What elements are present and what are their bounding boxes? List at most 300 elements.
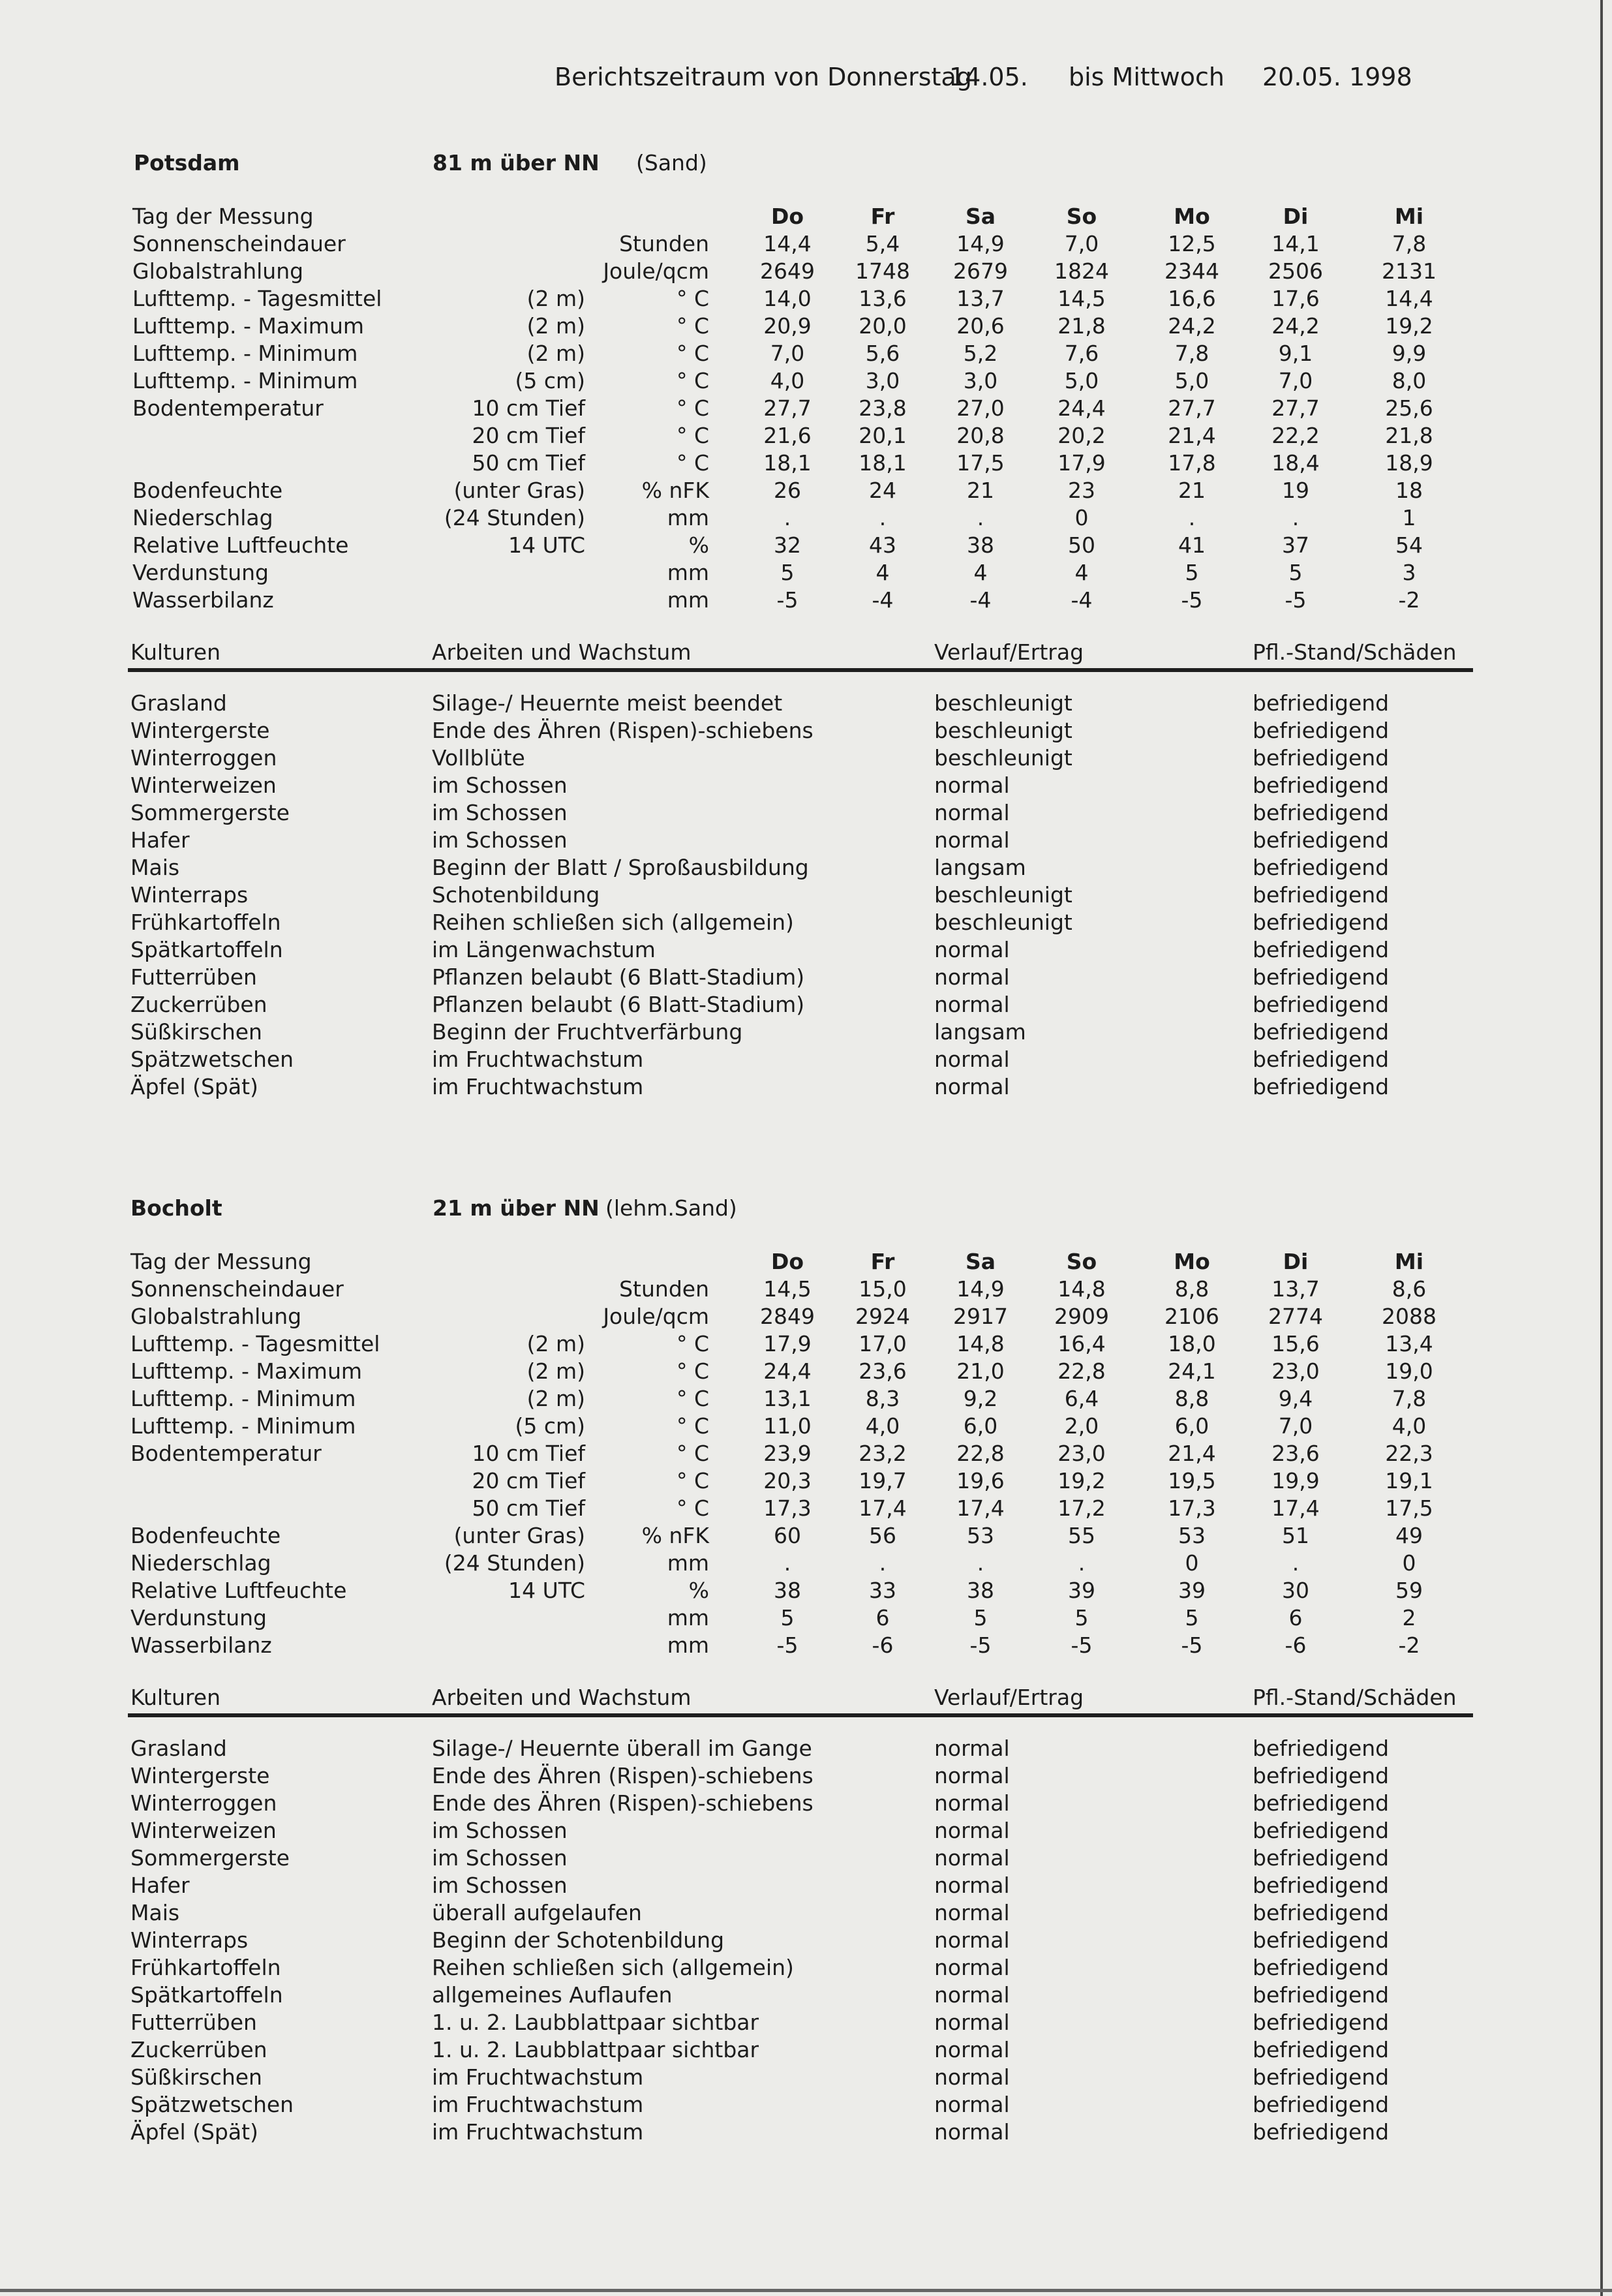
measure-value: 7,0 (1064, 231, 1099, 256)
measure-label: Lufttemp. - Minimum (132, 341, 358, 366)
measure-value: 5 (1185, 560, 1199, 585)
crop-verlauf: langsam (934, 855, 1026, 880)
station-soil: (lehm.Sand) (605, 1195, 737, 1221)
measure-label: Niederschlag (132, 505, 273, 530)
measure-value: 27,7 (1271, 395, 1320, 421)
measure-value: 14,4 (763, 231, 812, 256)
station-soil: (Sand) (636, 150, 707, 176)
measure-value: 6 (1288, 1605, 1303, 1630)
measure-value: 5,0 (1064, 368, 1099, 393)
measure-value: 6,0 (963, 1413, 998, 1439)
crop-verlauf: beschleunigt (934, 690, 1072, 716)
crop-work: Reihen schließen sich (allgemein) (432, 910, 794, 935)
measure-value: 23,6 (1271, 1441, 1320, 1466)
measure-value: 4 (875, 560, 890, 585)
measure-value: 17,9 (763, 1331, 812, 1356)
weekday-header: Do (770, 1249, 804, 1274)
measure-unit: mm (667, 505, 709, 530)
measure-value: 33 (869, 1578, 896, 1603)
station-name: Bocholt (130, 1195, 222, 1221)
weekday-header: Mo (1174, 204, 1210, 229)
measure-value: 0 (1074, 505, 1089, 530)
measure-value: 1 (1402, 505, 1416, 530)
weekday-header: Di (1283, 204, 1309, 229)
measure-value: 50 (1068, 532, 1095, 558)
crop-stand: befriedigend (1253, 1019, 1390, 1045)
measure-value: 21,0 (956, 1358, 1005, 1384)
weekday-header: Fr (870, 204, 895, 229)
measure-value: 7,6 (1064, 341, 1099, 366)
measure-value: 13,4 (1385, 1331, 1433, 1356)
stand-header: Pfl.-Stand/Schäden (1253, 1685, 1457, 1710)
weekday-header: Di (1283, 1249, 1309, 1274)
measure-value: 16,4 (1057, 1331, 1106, 1356)
crop-verlauf: normal (934, 2010, 1010, 2035)
measure-qualifier: 10 cm Tief (472, 1441, 585, 1466)
measure-value: 7,0 (1278, 1413, 1313, 1439)
measure-value: 5,4 (865, 231, 900, 256)
crop-work: Beginn der Blatt / Sproßausbildung (432, 855, 809, 880)
crop-name: Winterraps (130, 882, 249, 908)
crop-name: Spätzwetschen (130, 2092, 294, 2117)
crop-stand: befriedigend (1253, 1763, 1390, 1788)
measure-value: 17,5 (1385, 1495, 1433, 1521)
crop-work: überall aufgelaufen (432, 1900, 642, 1925)
measure-value: 25,6 (1385, 395, 1433, 421)
measure-qualifier: (2 m) (526, 341, 585, 366)
crop-name: Süßkirschen (130, 1019, 262, 1045)
measure-value: 38 (967, 532, 994, 558)
crop-stand: befriedigend (1253, 1873, 1390, 1898)
measure-value: 3 (1402, 560, 1416, 585)
measure-value: . (1292, 1550, 1300, 1576)
measure-value: 24,1 (1168, 1358, 1216, 1384)
measure-value: 20,6 (956, 313, 1005, 339)
measure-value: 5 (1288, 560, 1303, 585)
measure-value: . (1188, 505, 1196, 530)
weekday-header: Mi (1394, 204, 1424, 229)
measure-unit: mm (667, 1632, 709, 1658)
measure-value: 56 (869, 1523, 896, 1548)
measure-value: -4 (969, 587, 992, 613)
measure-label: Wasserbilanz (132, 587, 274, 613)
weekday-header: So (1066, 1249, 1097, 1274)
measure-value: 2917 (953, 1304, 1008, 1329)
measure-value: 17,9 (1057, 450, 1106, 476)
crop-stand: befriedigend (1253, 718, 1390, 743)
measure-value: 19 (1282, 478, 1309, 503)
crop-stand: befriedigend (1253, 855, 1390, 880)
measure-value: 1824 (1054, 258, 1109, 284)
measure-unit: Joule/qcm (603, 258, 709, 284)
weekday-header: Sa (965, 1249, 996, 1274)
crop-stand: befriedigend (1253, 2010, 1390, 2035)
crop-work: im Fruchtwachstum (432, 1074, 644, 1099)
measure-value: 39 (1178, 1578, 1206, 1603)
crop-verlauf: normal (934, 992, 1010, 1017)
measure-value: 17,0 (859, 1331, 907, 1356)
measure-label: Globalstrahlung (132, 258, 304, 284)
measure-label: Lufttemp. - Tagesmittel (130, 1331, 380, 1356)
crop-work: 1. u. 2. Laubblattpaar sichtbar (432, 2010, 759, 2035)
crop-verlauf: normal (934, 1982, 1010, 2008)
measure-value: 22,2 (1271, 423, 1320, 448)
measure-unit: ° C (676, 1358, 709, 1384)
measure-value: 53 (1178, 1523, 1206, 1548)
measure-value: 19,2 (1385, 313, 1433, 339)
crop-work: im Fruchtwachstum (432, 2119, 644, 2145)
period-label: Berichtszeitraum von Donnerstag (555, 63, 972, 91)
measure-unit: mm (667, 1605, 709, 1630)
measure-value: 5 (973, 1605, 988, 1630)
measure-value: 21,4 (1168, 423, 1216, 448)
measure-value: 8,8 (1174, 1276, 1209, 1302)
measure-value: 4 (973, 560, 988, 585)
measure-unit: ° C (676, 450, 709, 476)
crop-stand: befriedigend (1253, 773, 1390, 798)
measure-value: 6 (875, 1605, 890, 1630)
measure-qualifier: 10 cm Tief (472, 395, 585, 421)
measure-value: 21 (967, 478, 994, 503)
crop-stand: befriedigend (1253, 1900, 1390, 1925)
measure-value: 13,6 (859, 286, 907, 311)
period-start-date: 14.05. (949, 63, 1028, 91)
measure-value: 5 (1074, 1605, 1089, 1630)
crop-work: allgemeines Auflaufen (432, 1982, 673, 2008)
crop-verlauf: normal (934, 2064, 1010, 2090)
measure-value: 8,6 (1391, 1276, 1427, 1302)
page-bottom-edge (0, 2289, 1612, 2292)
crop-work: im Fruchtwachstum (432, 1047, 644, 1072)
measure-value: 20,3 (763, 1468, 812, 1493)
measure-value: 20,8 (956, 423, 1005, 448)
measure-value: 4,0 (770, 368, 805, 393)
measure-label: Wasserbilanz (130, 1632, 272, 1658)
crop-stand: befriedigend (1253, 2119, 1390, 2145)
crop-name: Winterweizen (130, 1818, 277, 1843)
measure-value: -4 (1071, 587, 1093, 613)
measure-value: 23,9 (763, 1441, 812, 1466)
crop-stand: befriedigend (1253, 800, 1390, 825)
measure-value: -5 (776, 587, 798, 613)
measure-unit: ° C (676, 1441, 709, 1466)
crop-stand: befriedigend (1253, 827, 1390, 853)
measure-value: . (977, 505, 984, 530)
crop-stand: befriedigend (1253, 1790, 1390, 1816)
measure-value: 27,7 (1168, 395, 1216, 421)
measure-unit: % nFK (641, 478, 709, 503)
measure-value: 2849 (760, 1304, 815, 1329)
crop-stand: befriedigend (1253, 1927, 1390, 1953)
crop-verlauf: normal (934, 1736, 1010, 1761)
crop-name: Grasland (130, 690, 227, 716)
measure-unit: ° C (676, 1413, 709, 1439)
measure-value: 55 (1068, 1523, 1095, 1548)
arbeiten-header: Arbeiten und Wachstum (432, 1685, 692, 1710)
measure-value: 9,2 (963, 1386, 998, 1411)
measure-label: Lufttemp. - Minimum (130, 1386, 356, 1411)
crop-verlauf: beschleunigt (934, 745, 1072, 771)
crop-name: Hafer (130, 1873, 190, 1898)
measure-value: 2649 (760, 258, 815, 284)
measure-unit: ° C (676, 313, 709, 339)
measure-value: -2 (1398, 1632, 1420, 1658)
measure-unit: Stunden (619, 1276, 709, 1302)
measure-value: 13,7 (1271, 1276, 1320, 1302)
crop-name: Wintergerste (130, 1763, 270, 1788)
crop-work: im Schossen (432, 1818, 568, 1843)
crop-verlauf: normal (934, 1074, 1010, 1099)
measure-label: Bodenfeuchte (132, 478, 283, 503)
station-elevation: 81 m über NN (433, 150, 600, 176)
measure-value: 15,6 (1271, 1331, 1320, 1356)
measure-value: 41 (1178, 532, 1206, 558)
measure-value: . (879, 505, 887, 530)
measure-label: Sonnenscheindauer (132, 231, 346, 256)
measure-value: 18,0 (1168, 1331, 1216, 1356)
measure-value: 21,8 (1057, 313, 1106, 339)
measure-value: 23,8 (859, 395, 907, 421)
crop-work: 1. u. 2. Laubblattpaar sichtbar (432, 2037, 759, 2062)
measure-unit: % nFK (641, 1523, 709, 1548)
measure-value: 18,1 (859, 450, 907, 476)
measure-value: 21 (1178, 478, 1206, 503)
crop-stand: befriedigend (1253, 690, 1390, 716)
crop-stand: befriedigend (1253, 2037, 1390, 2062)
measure-value: 17,5 (956, 450, 1005, 476)
measure-value: 5,2 (963, 341, 998, 366)
measure-label: Tag der Messung (130, 1249, 312, 1274)
crop-stand: befriedigend (1253, 1955, 1390, 1980)
measure-unit: ° C (676, 286, 709, 311)
arbeiten-header: Arbeiten und Wachstum (432, 639, 692, 665)
crop-stand: befriedigend (1253, 1047, 1390, 1072)
measure-value: . (1292, 505, 1300, 530)
crop-name: Futterrüben (130, 2010, 257, 2035)
crop-verlauf: normal (934, 2037, 1010, 2062)
kulturen-divider (128, 668, 1473, 672)
measure-value: -5 (969, 1632, 992, 1658)
weekday-header: Fr (870, 1249, 895, 1274)
crop-work: im Schossen (432, 827, 568, 853)
crop-work: im Schossen (432, 1873, 568, 1898)
kulturen-header: Kulturen (130, 639, 221, 665)
measure-value: 23,0 (1057, 1441, 1106, 1466)
measure-value: . (783, 505, 791, 530)
crop-work: im Fruchtwachstum (432, 2092, 644, 2117)
measure-value: 30 (1282, 1578, 1309, 1603)
measure-value: 21,4 (1168, 1441, 1216, 1466)
measure-unit: ° C (676, 1331, 709, 1356)
measure-label: Lufttemp. - Tagesmittel (132, 286, 382, 311)
crop-work: Beginn der Fruchtverfärbung (432, 1019, 743, 1045)
crop-name: Spätzwetschen (130, 1047, 294, 1072)
measure-label: Lufttemp. - Maximum (132, 313, 365, 339)
kulturen-divider (128, 1713, 1473, 1717)
measure-value: 20,1 (859, 423, 907, 448)
measure-qualifier: (unter Gras) (453, 478, 585, 503)
crop-name: Wintergerste (130, 718, 270, 743)
period-end-label: bis Mittwoch (1069, 63, 1225, 91)
measure-qualifier: (2 m) (526, 1386, 585, 1411)
measure-qualifier: (24 Stunden) (444, 1550, 585, 1576)
crop-work: im Schossen (432, 800, 568, 825)
crop-name: Sommergerste (130, 800, 290, 825)
measure-value: 14,8 (956, 1331, 1005, 1356)
measure-value: 14,1 (1271, 231, 1320, 256)
measure-value: 2,0 (1064, 1413, 1099, 1439)
measure-unit: % (688, 1578, 709, 1603)
crop-verlauf: normal (934, 1818, 1010, 1843)
measure-value: 19,5 (1168, 1468, 1216, 1493)
measure-value: -6 (872, 1632, 894, 1658)
period-end-date: 20.05. 1998 (1262, 63, 1412, 91)
measure-value: -5 (1181, 587, 1203, 613)
weekday-header: So (1066, 204, 1097, 229)
measure-value: 14,5 (763, 1276, 812, 1302)
measure-value: 17,2 (1057, 1495, 1106, 1521)
measure-value: 0 (1185, 1550, 1199, 1576)
crop-name: Frühkartoffeln (130, 910, 281, 935)
crop-work: Ende des Ähren (Rispen)-schiebens (432, 718, 814, 743)
measure-value: 14,8 (1057, 1276, 1106, 1302)
measure-value: 12,5 (1168, 231, 1216, 256)
crop-name: Zuckerrüben (130, 992, 267, 1017)
crop-verlauf: normal (934, 1790, 1010, 1816)
measure-value: 19,0 (1385, 1358, 1433, 1384)
measure-value: 22,8 (1057, 1358, 1106, 1384)
measure-qualifier: (unter Gras) (453, 1523, 585, 1548)
crop-name: Mais (130, 1900, 180, 1925)
crop-name: Winterroggen (130, 1790, 277, 1816)
crop-stand: befriedigend (1253, 882, 1390, 908)
measure-value: 32 (774, 532, 801, 558)
crop-verlauf: normal (934, 1763, 1010, 1788)
measure-value: 24,4 (1057, 395, 1106, 421)
crop-verlauf: normal (934, 1955, 1010, 1980)
measure-value: 7,8 (1391, 1386, 1427, 1411)
measure-label: Bodentemperatur (130, 1441, 322, 1466)
crop-name: Sommergerste (130, 1845, 290, 1871)
measure-value: 2924 (855, 1304, 910, 1329)
crop-name: Spätkartoffeln (130, 1982, 283, 2008)
measure-value: 2774 (1268, 1304, 1323, 1329)
crop-name: Mais (130, 855, 180, 880)
measure-unit: ° C (676, 341, 709, 366)
crop-verlauf: normal (934, 1845, 1010, 1871)
station-name: Potsdam (134, 150, 240, 176)
crop-stand: befriedigend (1253, 1982, 1390, 2008)
measure-value: 23,2 (859, 1441, 907, 1466)
measure-label: Lufttemp. - Minimum (132, 368, 358, 393)
measure-unit: ° C (676, 1495, 709, 1521)
measure-value: 51 (1282, 1523, 1309, 1548)
measure-value: 53 (967, 1523, 994, 1548)
crop-name: Äpfel (Spät) (130, 2119, 258, 2145)
measure-value: 4,0 (865, 1413, 900, 1439)
measure-value: 38 (774, 1578, 801, 1603)
measure-value: 9,4 (1278, 1386, 1313, 1411)
measure-value: 14,0 (763, 286, 812, 311)
crop-work: Pflanzen belaubt (6 Blatt-Stadium) (432, 992, 805, 1017)
crop-work: Ende des Ähren (Rispen)-schiebens (432, 1790, 814, 1816)
weekday-header: Sa (965, 204, 996, 229)
station-elevation: 21 m über NN (433, 1195, 600, 1221)
measure-value: 5,0 (1174, 368, 1209, 393)
measure-value: 59 (1395, 1578, 1423, 1603)
measure-value: 20,9 (763, 313, 812, 339)
measure-value: 24,4 (763, 1358, 812, 1384)
measure-value: 49 (1395, 1523, 1423, 1548)
measure-value: . (977, 1550, 984, 1576)
measure-label: Bodenfeuchte (130, 1523, 281, 1548)
measure-value: 2344 (1164, 258, 1219, 284)
measure-unit: ° C (676, 1468, 709, 1493)
measure-value: 18,4 (1271, 450, 1320, 476)
measure-value: . (783, 1550, 791, 1576)
crop-stand: befriedigend (1253, 2092, 1390, 2117)
measure-value: 54 (1395, 532, 1423, 558)
measure-value: 19,9 (1271, 1468, 1320, 1493)
crop-work: Vollblüte (432, 745, 525, 771)
measure-value: 1748 (855, 258, 910, 284)
measure-label: Relative Luftfeuchte (130, 1578, 347, 1603)
crop-name: Winterweizen (130, 773, 277, 798)
crop-work: im Längenwachstum (432, 937, 656, 962)
measure-qualifier: (2 m) (526, 1358, 585, 1384)
measure-value: 2506 (1268, 258, 1323, 284)
measure-qualifier: (2 m) (526, 313, 585, 339)
measure-value: . (879, 1550, 887, 1576)
measure-value: 17,8 (1168, 450, 1216, 476)
measure-unit: mm (667, 587, 709, 613)
measure-value: 9,1 (1278, 341, 1313, 366)
measure-value: 23 (1068, 478, 1095, 503)
measure-unit: ° C (676, 368, 709, 393)
measure-unit: mm (667, 1550, 709, 1576)
measure-value: -5 (1181, 1632, 1203, 1658)
measure-value: 5 (780, 1605, 795, 1630)
measure-unit: Joule/qcm (603, 1304, 709, 1329)
measure-value: . (1078, 1550, 1086, 1576)
measure-value: 19,6 (956, 1468, 1005, 1493)
measure-value: 2088 (1382, 1304, 1437, 1329)
crop-verlauf: normal (934, 800, 1010, 825)
measure-label: Globalstrahlung (130, 1304, 302, 1329)
measure-value: 38 (967, 1578, 994, 1603)
measure-label: Verdunstung (132, 560, 269, 585)
measure-value: -5 (776, 1632, 798, 1658)
weekday-header: Mi (1394, 1249, 1424, 1274)
measure-unit: mm (667, 560, 709, 585)
measure-label: Lufttemp. - Minimum (130, 1413, 356, 1439)
measure-unit: Stunden (619, 231, 709, 256)
measure-value: 26 (774, 478, 801, 503)
measure-label: Verdunstung (130, 1605, 267, 1630)
crop-verlauf: normal (934, 1047, 1010, 1072)
crop-stand: befriedigend (1253, 964, 1390, 990)
crop-stand: befriedigend (1253, 1818, 1390, 1843)
measure-value: -2 (1398, 587, 1420, 613)
crop-name: Frühkartoffeln (130, 1955, 281, 1980)
measure-unit: ° C (676, 1386, 709, 1411)
crop-name: Hafer (130, 827, 190, 853)
measure-value: 14,9 (956, 231, 1005, 256)
measure-value: 7,0 (1278, 368, 1313, 393)
measure-value: 6,4 (1064, 1386, 1099, 1411)
crop-work: Silage-/ Heuernte meist beendet (432, 690, 783, 716)
measure-value: 16,6 (1168, 286, 1216, 311)
